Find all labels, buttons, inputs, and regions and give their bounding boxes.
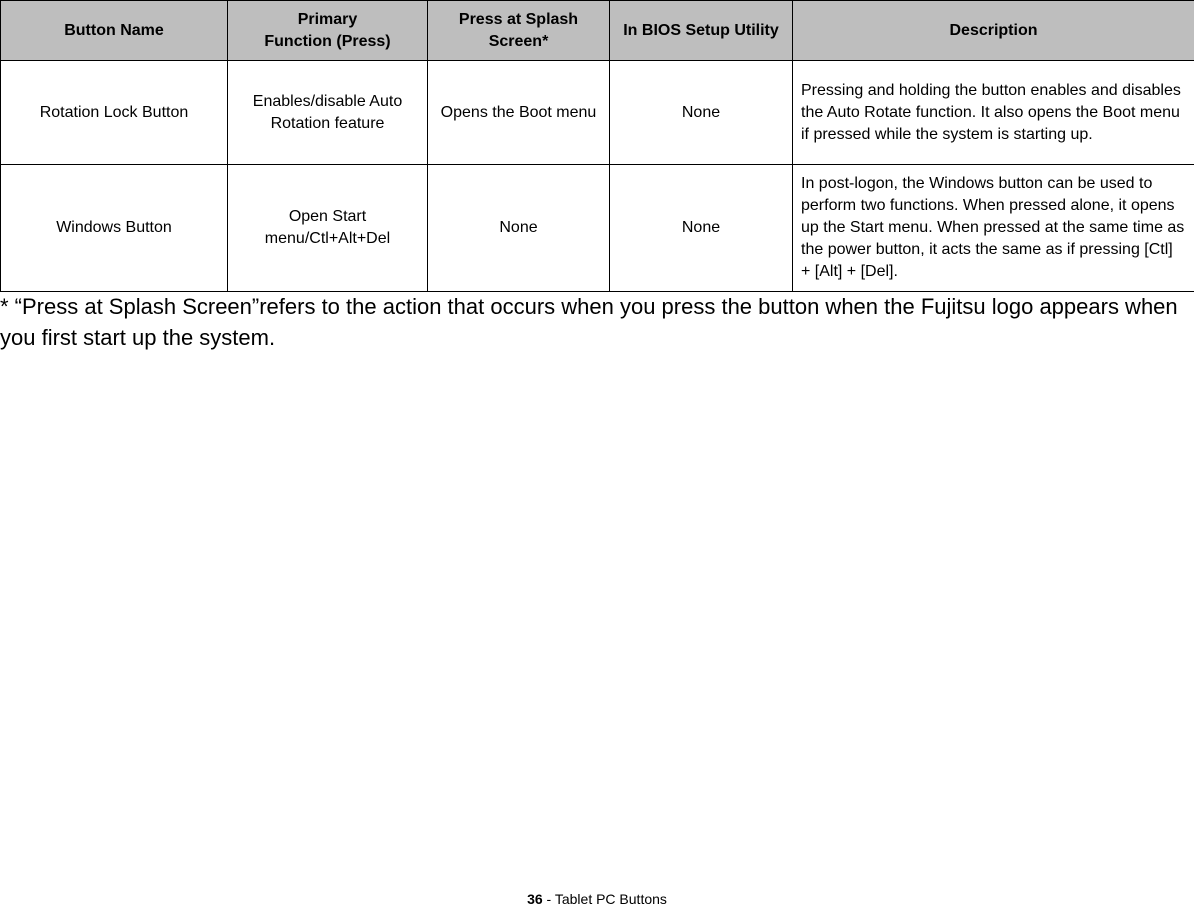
cell-bios-setup: None	[610, 165, 793, 292]
tablet-buttons-table	[0, 0, 1194, 292]
header-primary-line1: Primary	[232, 9, 423, 31]
table-header-row	[1, 1, 1194, 61]
cell-press-at-splash: None	[428, 165, 610, 292]
table-row	[1, 61, 1194, 165]
header-press-at-splash: Press at Splash Screen*	[428, 1, 610, 61]
cell-button-name: Windows Button	[1, 165, 228, 292]
cell-description: Pressing and holding the button enables and disables the Auto Rotate function. It also opens the Boot menu if pressed while the system is starting up.	[793, 61, 1194, 165]
splash-screen-footnote: * “Press at Splash Screen”refers to the action that occurs when you press the button when the Fujitsu logo appears when you first start up the system.	[0, 291, 1190, 353]
header-button-name: Button Name	[1, 1, 228, 61]
section-title: - Tablet PC Buttons	[543, 891, 667, 907]
cell-button-name: Rotation Lock Button	[1, 61, 228, 165]
header-description: Description	[793, 1, 1194, 61]
cell-press-at-splash: Opens the Boot menu	[428, 61, 610, 165]
header-bios-setup: In BIOS Setup Utility	[610, 1, 793, 61]
header-primary-line2: Function (Press)	[232, 31, 423, 53]
page-number: 36	[527, 891, 543, 907]
cell-primary-function: Open Start menu/Ctl+Alt+Del	[228, 165, 428, 292]
page-footer	[0, 889, 1194, 909]
cell-bios-setup: None	[610, 61, 793, 165]
cell-description: In post-logon, the Windows button can be used to perform two functions. When pressed alone, it opens up the Start menu. When pressed at the same time as the power button, it acts the same as if pressing [Ctl] + [Alt] + [Del].	[793, 165, 1194, 292]
header-primary-function	[228, 1, 428, 61]
cell-primary-function: Enables/disable Auto Rotation feature	[228, 61, 428, 165]
table-row	[1, 165, 1194, 292]
